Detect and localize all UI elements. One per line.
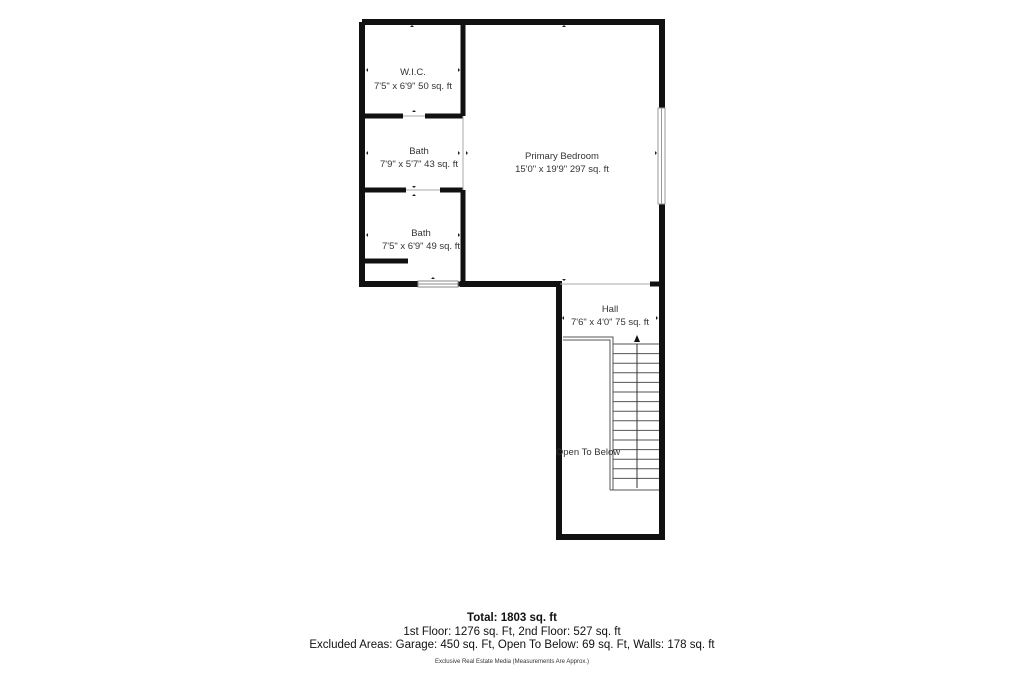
open-to-below-label: Open To Below	[555, 447, 621, 458]
tick	[562, 279, 566, 281]
excluded-areas: Excluded Areas: Garage: 450 sq. Ft, Open To Below: 69 sq. Ft, Walls: 178 sq. ft	[309, 639, 715, 651]
total-area: Total: 1803 sq. ft	[467, 612, 557, 624]
stair-arrow-icon	[634, 335, 640, 342]
hall-name: Hall	[601, 304, 619, 315]
bath1-name: Bath	[409, 146, 429, 157]
bath2-name: Bath	[411, 228, 431, 239]
bath2-dims: 7'5" x 6'9" 49 sq. ft	[382, 241, 460, 252]
tick	[656, 316, 658, 320]
tick	[458, 68, 460, 72]
upper-outline-wall	[362, 22, 662, 537]
door-openings	[403, 116, 650, 284]
staircase	[563, 335, 659, 490]
windows	[418, 108, 665, 287]
tick	[412, 194, 416, 196]
tick	[366, 68, 368, 72]
bath1-dims: 7'9" x 5'7" 43 sq. ft	[380, 159, 458, 170]
stair-treads	[613, 344, 659, 478]
wic-dims: 7'5" x 6'9" 50 sq. ft	[374, 81, 452, 92]
tick	[466, 151, 468, 155]
tick	[410, 25, 414, 27]
tick	[562, 316, 564, 320]
tick	[431, 277, 435, 279]
tick	[458, 233, 460, 237]
stair-rail-inner	[563, 337, 613, 490]
wic-name: W.I.C.	[400, 67, 426, 78]
tick	[655, 151, 657, 155]
primary-bedroom-name: Primary Bedroom	[525, 151, 599, 162]
tick	[412, 186, 416, 188]
floor-areas: 1st Floor: 1276 sq. Ft, 2nd Floor: 527 sq. ft	[403, 626, 621, 638]
tick	[562, 25, 566, 27]
walls	[362, 22, 662, 537]
room-labels	[374, 67, 649, 458]
stair-rail	[563, 340, 610, 490]
tick	[458, 151, 460, 155]
tick	[366, 233, 368, 237]
primary-bedroom-dims: 15'0" x 19'9" 297 sq. ft	[515, 164, 609, 175]
tick	[412, 110, 416, 112]
credit-line: Exclusive Real Estate Media (Measurements Are Approx.)	[434, 659, 590, 665]
tick	[366, 151, 368, 155]
hall-dims: 7'6" x 4'0" 75 sq. ft	[571, 317, 649, 328]
